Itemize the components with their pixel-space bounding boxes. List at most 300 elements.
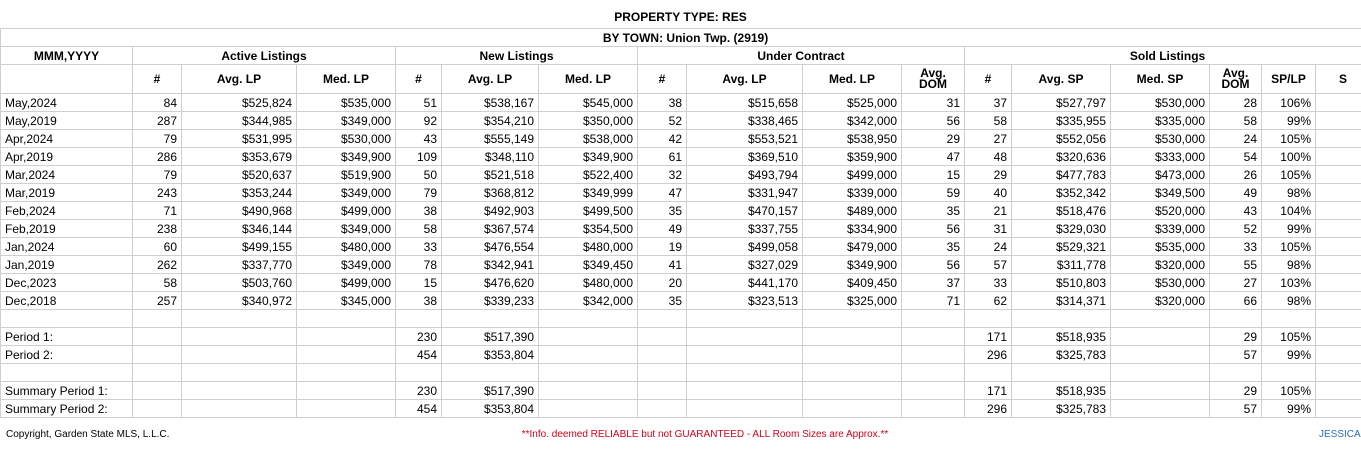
table-cell: $325,783 [1012,346,1111,364]
contract-header: Under Contract [638,47,965,65]
table-cell: $480,000 [539,274,638,292]
group-header-row [1,47,1361,65]
table-cell: 59 [902,184,965,202]
table-cell: 41 [638,256,687,274]
table-cell: 54 [1210,148,1262,166]
table-cell: 43 [396,130,442,148]
column-header: Med. LP [539,65,638,94]
table-cell: $314,371 [1012,292,1111,310]
table-cell [442,364,539,382]
table-cell: 79 [133,130,182,148]
table-cell [902,364,965,382]
table-cell: 100% [1262,148,1316,166]
table-cell: $323,513 [687,292,803,310]
table-cell [1316,310,1361,328]
table-cell: $499,058 [687,238,803,256]
table-cell: 58 [965,112,1012,130]
table-cell: $538,000 [539,130,638,148]
table-cell: 57 [1210,400,1262,418]
column-header: Med. LP [803,65,902,94]
table-cell [1210,310,1262,328]
table-cell: $331,947 [687,184,803,202]
table-cell [1316,220,1361,238]
table-cell: Period 1: [1,328,133,346]
table-cell [1316,166,1361,184]
table-cell: Feb,2019 [1,220,133,238]
table-cell: 98% [1262,292,1316,310]
table-cell: $552,056 [1012,130,1111,148]
table-row [1,166,1361,184]
table-cell [687,310,803,328]
table-cell: $342,000 [539,292,638,310]
table-cell: $530,000 [1111,130,1210,148]
table-cell: $349,900 [297,148,396,166]
table-cell: $518,935 [1012,328,1111,346]
table-cell [803,328,902,346]
table-cell: $329,030 [1012,220,1111,238]
table-cell: 27 [965,130,1012,148]
table-cell: 48 [965,148,1012,166]
table-cell: $441,170 [687,274,803,292]
column-header: # [396,65,442,94]
column-header: # [965,65,1012,94]
table-cell [1316,364,1361,382]
table-cell: $349,000 [297,184,396,202]
table-cell [1210,364,1262,382]
column-header: Med. LP [297,65,396,94]
table-cell: $525,824 [182,94,297,112]
period-header: MMM,YYYY [1,47,133,65]
table-cell [133,400,182,418]
table-cell [902,328,965,346]
table-cell: 171 [965,328,1012,346]
table-cell: $517,390 [442,328,539,346]
table-cell: $499,155 [182,238,297,256]
table-cell: $499,500 [539,202,638,220]
table-cell: $325,000 [803,292,902,310]
table-cell: 49 [1210,184,1262,202]
table-cell: 78 [396,256,442,274]
table-cell [1111,364,1210,382]
table-cell: $359,900 [803,148,902,166]
table-cell: $369,510 [687,148,803,166]
table-cell: 31 [965,220,1012,238]
table-cell: 27 [1210,274,1262,292]
table-cell: $553,521 [687,130,803,148]
table-cell: 105% [1262,328,1316,346]
table-cell: 20 [638,274,687,292]
table-row [1,256,1361,274]
period-row [1,328,1361,346]
table-cell: $499,000 [297,274,396,292]
table-cell [687,328,803,346]
table-cell [1,310,133,328]
table-cell: $473,000 [1111,166,1210,184]
table-cell [133,382,182,400]
table-cell: 47 [902,148,965,166]
table-cell: 56 [902,112,965,130]
table-cell: $349,000 [297,256,396,274]
table-cell [1316,148,1361,166]
table-cell: $476,554 [442,238,539,256]
table-cell: $530,000 [1111,274,1210,292]
table-cell: 98% [1262,184,1316,202]
table-cell [803,364,902,382]
table-cell [687,364,803,382]
column-header: SP/LP [1262,65,1316,94]
table-cell [803,310,902,328]
table-cell [1111,400,1210,418]
table-row [1,274,1361,292]
table-cell: $325,783 [1012,400,1111,418]
table-cell: 38 [396,292,442,310]
table-cell: $517,390 [442,382,539,400]
table-cell: $349,000 [297,220,396,238]
table-cell: $476,620 [442,274,539,292]
table-cell: 33 [396,238,442,256]
table-cell: $353,804 [442,346,539,364]
table-cell [687,400,803,418]
table-cell [1316,292,1361,310]
table-cell [396,364,442,382]
table-cell [638,382,687,400]
table-cell: $477,783 [1012,166,1111,184]
table-cell [396,310,442,328]
table-cell: $311,778 [1012,256,1111,274]
table-row [1,94,1361,112]
table-cell: $480,000 [539,238,638,256]
table-cell: 32 [638,166,687,184]
table-cell [539,400,638,418]
table-cell: 79 [396,184,442,202]
column-header: Avg. DOM [902,65,965,94]
table-cell: $368,812 [442,184,539,202]
table-cell [1111,328,1210,346]
table-cell: 243 [133,184,182,202]
table-cell: $367,574 [442,220,539,238]
table-cell [539,310,638,328]
table-row [1,202,1361,220]
table-cell: Jan,2019 [1,256,133,274]
table-cell: $349,000 [297,112,396,130]
listings-table [0,28,1361,418]
table-cell: 58 [396,220,442,238]
spacer-row [1,310,1361,328]
table-cell: $320,000 [1111,292,1210,310]
table-cell [803,382,902,400]
table-cell: 15 [902,166,965,184]
table-cell: 57 [1210,346,1262,364]
agent-name: JESSICA [1319,429,1361,440]
table-cell: $350,000 [539,112,638,130]
table-cell: 33 [965,274,1012,292]
table-cell: Apr,2024 [1,130,133,148]
table-cell [638,346,687,364]
table-row [1,238,1361,256]
table-cell: 35 [638,292,687,310]
table-cell: $354,500 [539,220,638,238]
table-cell: $335,955 [1012,112,1111,130]
table-cell: 71 [902,292,965,310]
table-cell [687,346,803,364]
table-cell: 29 [965,166,1012,184]
table-cell [1316,382,1361,400]
table-cell [1,364,133,382]
table-cell: 35 [638,202,687,220]
table-cell: $470,157 [687,202,803,220]
table-cell: May,2019 [1,112,133,130]
table-cell: $337,770 [182,256,297,274]
table-row [1,112,1361,130]
table-cell: 19 [638,238,687,256]
table-cell [297,400,396,418]
table-cell [965,364,1012,382]
table-cell [1012,310,1111,328]
table-cell: 230 [396,328,442,346]
table-cell: 238 [133,220,182,238]
table-cell [297,310,396,328]
table-cell [442,310,539,328]
table-cell: $525,000 [803,94,902,112]
town-row [1,29,1361,47]
table-cell: 99% [1262,400,1316,418]
table-cell: $349,450 [539,256,638,274]
table-cell: 171 [965,382,1012,400]
table-cell: $479,000 [803,238,902,256]
table-cell [1316,238,1361,256]
column-header: Avg. LP [182,65,297,94]
table-cell [1316,184,1361,202]
table-cell: $499,000 [297,202,396,220]
column-header: Avg. SP [1012,65,1111,94]
table-cell: $342,941 [442,256,539,274]
table-cell: 99% [1262,346,1316,364]
table-cell: 33 [1210,238,1262,256]
table-cell [133,346,182,364]
table-cell: 58 [133,274,182,292]
table-cell: Mar,2019 [1,184,133,202]
report-title: PROPERTY TYPE: RES [614,10,747,24]
table-cell: $333,000 [1111,148,1210,166]
table-cell [1111,310,1210,328]
table-cell [1316,400,1361,418]
table-cell: 62 [965,292,1012,310]
table-cell: 106% [1262,94,1316,112]
table-cell: 296 [965,400,1012,418]
table-cell [1316,202,1361,220]
period-row [1,382,1361,400]
column-header: Avg. DOM [1210,65,1262,94]
table-cell: 84 [133,94,182,112]
table-cell [1316,112,1361,130]
table-cell [1316,130,1361,148]
table-cell: 50 [396,166,442,184]
table-cell: $344,985 [182,112,297,130]
table-cell: 109 [396,148,442,166]
table-cell: Period 2: [1,346,133,364]
table-cell [297,382,396,400]
table-cell: $334,900 [803,220,902,238]
column-header-empty [1,65,133,94]
table-cell: Summary Period 2: [1,400,133,418]
column-header: Med. SP [1111,65,1210,94]
table-cell: $320,000 [1111,256,1210,274]
table-cell: 257 [133,292,182,310]
table-cell [1262,310,1316,328]
table-cell: $518,476 [1012,202,1111,220]
table-cell: 35 [902,238,965,256]
table-cell [1111,382,1210,400]
table-cell: 42 [638,130,687,148]
table-cell: $520,000 [1111,202,1210,220]
table-cell: $327,029 [687,256,803,274]
table-cell: 60 [133,238,182,256]
table-cell: 49 [638,220,687,238]
table-cell: 262 [133,256,182,274]
table-cell [1316,274,1361,292]
table-cell [1111,346,1210,364]
table-cell: 99% [1262,112,1316,130]
table-cell [539,382,638,400]
table-cell [133,310,182,328]
table-cell: $530,000 [297,130,396,148]
table-cell: $499,000 [803,166,902,184]
column-header: Avg. LP [442,65,539,94]
table-cell: 24 [1210,130,1262,148]
table-cell: 61 [638,148,687,166]
table-cell [133,364,182,382]
table-cell: $515,658 [687,94,803,112]
table-cell: 47 [638,184,687,202]
table-cell: $339,000 [1111,220,1210,238]
table-cell: $492,903 [442,202,539,220]
table-cell [965,310,1012,328]
table-cell: 38 [396,202,442,220]
table-cell: 57 [965,256,1012,274]
table-cell: 71 [133,202,182,220]
table-cell: 454 [396,400,442,418]
town-title: BY TOWN: Union Twp. (2919) [1,29,1361,47]
table-cell: $339,233 [442,292,539,310]
table-cell: 37 [965,94,1012,112]
table-cell: $531,995 [182,130,297,148]
table-cell: $490,968 [182,202,297,220]
table-cell: Dec,2018 [1,292,133,310]
table-cell: 35 [902,202,965,220]
table-cell: 26 [1210,166,1262,184]
table-cell [1012,364,1111,382]
table-cell: $538,167 [442,94,539,112]
table-cell: Dec,2023 [1,274,133,292]
table-cell: $521,518 [442,166,539,184]
table-cell: $345,000 [297,292,396,310]
table-cell: $335,000 [1111,112,1210,130]
table-cell: 99% [1262,220,1316,238]
table-cell: Summary Period 1: [1,382,133,400]
spacer-row [1,364,1361,382]
table-cell [1316,346,1361,364]
table-cell: 29 [902,130,965,148]
table-cell: $503,760 [182,274,297,292]
table-cell: $489,000 [803,202,902,220]
table-cell [1316,256,1361,274]
table-cell: 79 [133,166,182,184]
disclaimer: **Info. deemed RELIABLE but not GUARANTEED - ALL Room Sizes are Approx.** [521,429,889,440]
table-cell: 287 [133,112,182,130]
table-cell: 15 [396,274,442,292]
table-cell: 56 [902,256,965,274]
table-cell: Feb,2024 [1,202,133,220]
table-cell: $352,342 [1012,184,1111,202]
copyright: Copyright, Garden State MLS, L.L.C. [6,429,170,440]
column-header: Avg. LP [687,65,803,94]
sold-header: Sold Listings [965,47,1361,65]
table-cell: $349,500 [1111,184,1210,202]
table-row [1,148,1361,166]
table-cell: 28 [1210,94,1262,112]
table-cell [687,382,803,400]
table-cell [182,328,297,346]
table-cell: $320,636 [1012,148,1111,166]
table-cell [803,346,902,364]
table-row [1,220,1361,238]
table-cell: 105% [1262,130,1316,148]
table-cell: $510,803 [1012,274,1111,292]
table-cell: Apr,2019 [1,148,133,166]
table-cell: $530,000 [1111,94,1210,112]
table-cell: Jan,2024 [1,238,133,256]
table-cell: $520,637 [182,166,297,184]
table-cell: $538,950 [803,130,902,148]
table-cell: $409,450 [803,274,902,292]
table-cell: 454 [396,346,442,364]
table-cell: $346,144 [182,220,297,238]
table-cell: 58 [1210,112,1262,130]
table-cell: $529,321 [1012,238,1111,256]
table-cell: $340,972 [182,292,297,310]
column-header: S [1316,65,1361,94]
table-cell: 286 [133,148,182,166]
table-cell: 296 [965,346,1012,364]
table-cell [182,400,297,418]
table-cell: $353,244 [182,184,297,202]
table-cell: $535,000 [297,94,396,112]
table-cell: 98% [1262,256,1316,274]
table-cell [1316,328,1361,346]
column-header: # [133,65,182,94]
table-cell [539,346,638,364]
table-cell: $535,000 [1111,238,1210,256]
table-cell: 105% [1262,166,1316,184]
table-cell: 29 [1210,328,1262,346]
table-cell: $518,935 [1012,382,1111,400]
table-cell [182,364,297,382]
table-cell: 104% [1262,202,1316,220]
table-cell [182,310,297,328]
table-cell: $353,804 [442,400,539,418]
table-cell: $354,210 [442,112,539,130]
table-cell: $527,797 [1012,94,1111,112]
column-header-row [1,65,1361,94]
table-cell [902,400,965,418]
table-row [1,184,1361,202]
table-cell: 92 [396,112,442,130]
table-cell [297,364,396,382]
table-cell: $545,000 [539,94,638,112]
table-cell [638,400,687,418]
table-cell: 56 [902,220,965,238]
table-cell: 55 [1210,256,1262,274]
